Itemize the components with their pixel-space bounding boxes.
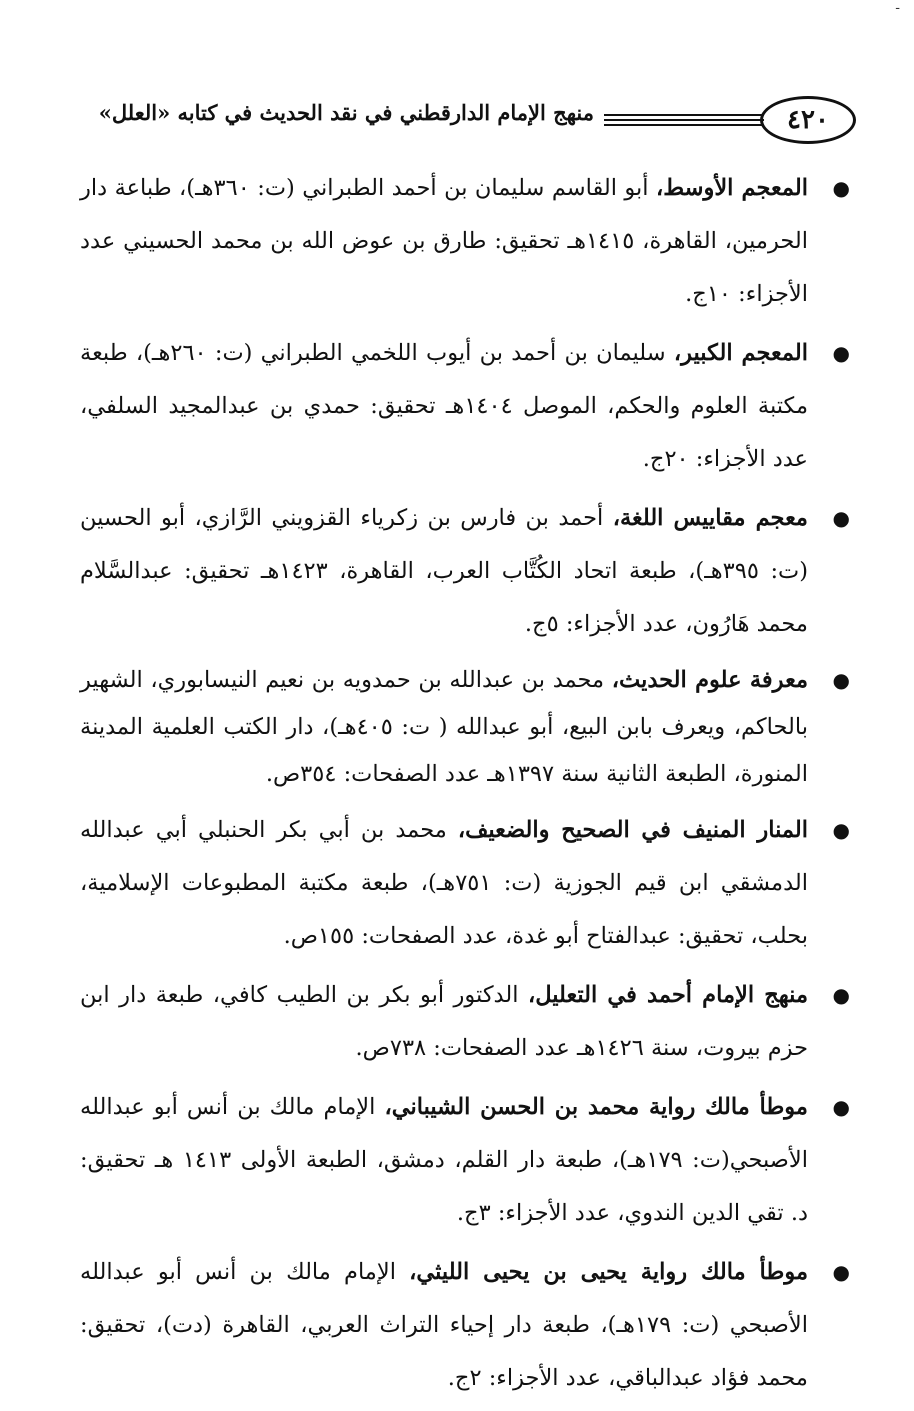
entry-text: الإمام مالك بن أنس أبو عبدالله الأصبحي (ت: ١٧٩هـ)، طبعة دار إحياء التراث العربي، القاهرة (دت)، تحقيق: محمد فؤاد عبدالباقي، عدد الأجزاء: ٢ج. (80, 1259, 809, 1391)
bullet-icon: ● (832, 1260, 850, 1284)
page-number-badge: ٤٢٠ (760, 96, 856, 144)
bullet-icon: ● (832, 983, 850, 1007)
corner-mark: - (895, 0, 900, 16)
bibliography-entry (80, 657, 856, 798)
entry-title: المنار المنيف في الصحيح والضعيف، (457, 817, 809, 843)
bibliography-entry (80, 969, 856, 1075)
entry-text: محمد بن أبي بكر الحنبلي أبي عبدالله الدمشقي ابن قيم الجوزية (ت: ٧٥١هـ)، طبعة مكتبة المطبوعات الإسلامية، بحلب، تحقيق: عبدالفتاح أبو غدة، عدد الصفحات: ١٥٥ص. (80, 817, 808, 949)
entry-text: الدكتور أبو بكر بن الطيب كافي، طبعة دار ابن حزم بيروت، سنة ١٤٢٦هـ عدد الصفحات: ٧٣٨ص. (80, 982, 808, 1061)
bibliography-entry (80, 327, 856, 486)
bullet-icon: ● (832, 668, 850, 692)
bibliography-entry (80, 492, 856, 651)
entry-title: المعجم الكبير، (673, 340, 808, 366)
entry-text: أبو القاسم سليمان بن أحمد الطبراني (ت: ٣٦٠هـ)، طباعة دار الحرمين، القاهرة، ١٤١٥هـ تحقيق: طارق بن عوض الله بن محمد الحسيني عدد الأجزاء: ١٠ج. (80, 175, 808, 307)
entry-title: منهج الإمام أحمد في التعليل، (527, 982, 808, 1008)
entry-text: سليمان بن أحمد بن أيوب اللخمي الطبراني (ت: ٢٦٠هـ)، طبعة مكتبة العلوم والحكم، الموصل ١٤٠٤هـ تحقيق: حمدي بن عبدالمجيد السلفي، عدد الأجزاء: ٢٠ج. (80, 340, 809, 472)
bibliography-entry (80, 162, 856, 321)
bibliography-entry (80, 804, 856, 963)
bullet-icon: ● (832, 341, 850, 365)
bibliography-entry (80, 1081, 856, 1240)
entry-title: معجم مقاييس اللغة، (612, 505, 808, 531)
entry-text: محمد بن عبدالله بن حمدويه بن نعيم النيسابوري، الشهير بالحاكم، ويعرف بابن البيع، أبو عبدالله ( ت: ٤٠٥هـ)، دار الكتب العلمية المدينة المنورة، الطبعة الثانية سنة ١٣٩٧هـ عدد الصفحات: ٣٥٤ص. (80, 667, 808, 787)
page-header (80, 96, 856, 152)
running-title: منهج الإمام الدارقطني في نقد الحديث في كتابه «العلل» (98, 100, 594, 125)
bibliography-entry (80, 1246, 856, 1405)
bullet-icon: ● (832, 506, 850, 530)
entry-text: الإمام مالك بن أنس أبو عبدالله الأصبحي(ت: ١٧٩هـ)، طبعة دار القلم، دمشق، الطبعة الأولى ١٤١٣ هـ تحقيق: د. تقي الدين الندوي، عدد الأجزاء: ٣ج. (80, 1094, 808, 1226)
entry-title: المعجم الأوسط، (656, 175, 808, 201)
entry-title: معرفة علوم الحديث، (611, 667, 808, 693)
bullet-icon: ● (832, 818, 850, 842)
entry-title: موطأ مالك رواية محمد بن الحسن الشيباني، (384, 1094, 808, 1120)
entry-text: أحمد بن فارس بن زكرياء القزويني الرَّازي، أبو الحسين (ت: ٣٩٥هـ)، طبعة اتحاد الكُتَّاب العرب، القاهرة، ١٤٢٣هـ تحقيق: عبدالسَّلام محمد هَارُون، عدد الأجزاء: ٥ج. (80, 505, 808, 637)
bullet-icon: ● (832, 1095, 850, 1119)
entry-title: موطأ مالك رواية يحيى بن يحيى الليثي، (409, 1259, 808, 1285)
bullet-icon: ● (832, 176, 850, 200)
bibliography-list (80, 162, 856, 1411)
header-divider-lines (604, 114, 764, 126)
